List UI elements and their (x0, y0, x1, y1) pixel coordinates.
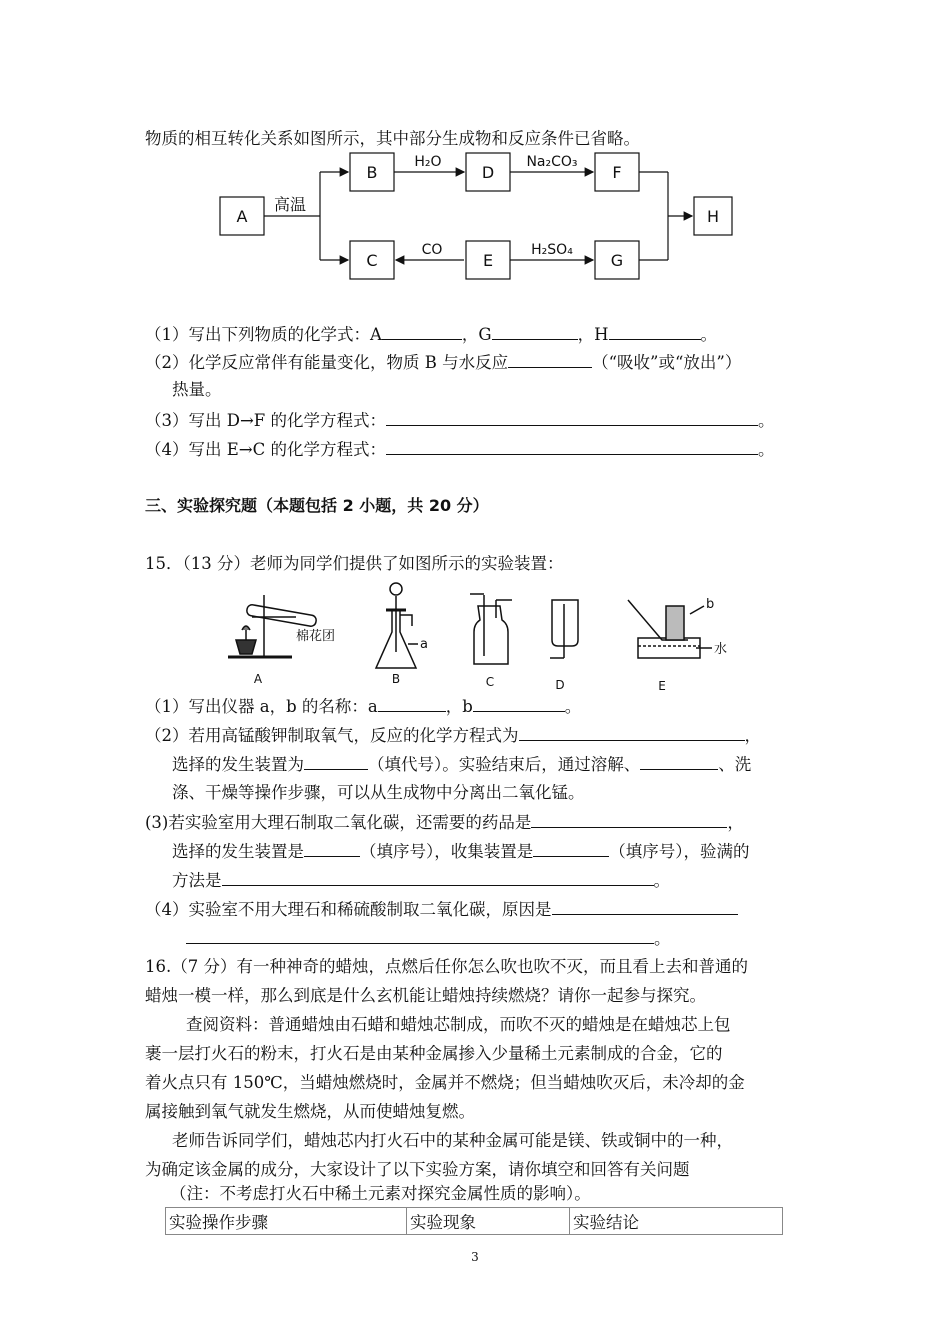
reagent-na2co3: Na₂CO₃ (526, 154, 578, 170)
table-header-row (166, 1208, 783, 1235)
answer-blank-A[interactable] (382, 323, 462, 340)
q16-line2: 蜡烛一模一样，那么到底是什么玄机能让蜡烛持续燃烧？请你一起参与探究。 (145, 986, 706, 1005)
node-E: E (482, 251, 494, 270)
label-a: a (420, 637, 428, 652)
answer-blank-energy[interactable] (508, 351, 592, 368)
node-C: C (366, 251, 378, 270)
q15-part3: (3)若实验室用大理石制取二氧化碳，还需要的药品是 ， (145, 813, 744, 832)
answer-blank-b[interactable] (473, 695, 565, 712)
q15-part1: （1）写出仪器 a，b 的名称：a ，b 。 (145, 697, 582, 716)
q15-part2-line2: 选择的发生装置为 （填代号）。实验结束后，通过溶解、 、洗 (172, 755, 752, 774)
apparatus-label-C: C (485, 675, 495, 689)
q16-line6: 属接触到氧气就发生燃烧，从而使蜡烛复燃。 (145, 1102, 475, 1121)
node-G: G (610, 251, 624, 270)
q15-part3-line2: 选择的发生装置是 （填序号），收集装置是 （填序号），验满的 (172, 842, 750, 861)
apparatus-A (228, 595, 317, 657)
q15-part4-line2: 。 (186, 927, 671, 950)
header-steps: 实验操作步骤 (166, 1208, 407, 1235)
answer-blank-e-to-c[interactable] (386, 438, 758, 455)
lab-apparatus-figure (0, 577, 950, 697)
answer-blank-reason-2[interactable] (186, 927, 654, 944)
apparatus-C (470, 594, 512, 664)
q14-part4: （4）写出 E→C 的化学方程式： 。 (145, 440, 775, 459)
q14-part1: （1）写出下列物质的化学式：A ，G ，H 。 (145, 325, 717, 344)
condition-high-temp: 高温 (273, 195, 307, 214)
apparatus-label-B: B (391, 672, 401, 686)
q14-part2-cont: 热量。 (172, 380, 222, 399)
intro-text: 物质的相互转化关系如图所示，其中部分生成物和反应条件已省略。 (145, 129, 640, 148)
answer-blank-H[interactable] (609, 323, 701, 340)
answer-blank-a[interactable] (378, 695, 446, 712)
header-phenomenon: 实验现象 (407, 1208, 570, 1235)
q15-part4: （4）实验室不用大理石和稀硫酸制取二氧化碳，原因是 (145, 898, 738, 921)
q16-line4: 裹一层打火石的粉末，打火石是由某种金属掺入少量稀土元素制成的合金，它的 (145, 1044, 723, 1063)
answer-blank-G[interactable] (492, 323, 578, 340)
node-D: D (481, 163, 495, 182)
node-F: F (612, 163, 622, 182)
q16-line1: 16.（7 分）有一种神奇的蜡烛，点燃后任你怎么吹也吹不灭，而且看上去和普通的 (145, 957, 748, 976)
answer-blank-kmno4-eq[interactable] (519, 724, 745, 741)
q16-line7: 老师告诉同学们，蜡烛芯内打火石中的某种金属可能是镁、铁或铜中的一种， (172, 1131, 733, 1150)
answer-blank-full-check[interactable] (222, 869, 654, 886)
answer-blank-operation[interactable] (640, 753, 718, 770)
experiment-table (165, 1207, 783, 1235)
answer-blank-co2-device[interactable] (304, 840, 360, 857)
page-number: 3 (471, 1250, 479, 1264)
answer-blank-collect-device[interactable] (533, 840, 609, 857)
q15-part2: （2）若用高锰酸钾制取氧气，反应的化学方程式为 ， (145, 726, 761, 745)
apparatus-E (628, 600, 712, 658)
q16-line8: 为确定该金属的成分，大家设计了以下实验方案，请你填空和回答有关问题 (145, 1160, 690, 1179)
q16-line5: 着火点只有 150℃，当蜡烛燃烧时，金属并不燃烧；但当蜡烛吹灭后，未冷却的金 (145, 1073, 745, 1092)
node-A: A (236, 207, 248, 226)
apparatus-label-A: A (253, 672, 263, 686)
conversion-flowchart (0, 140, 950, 440)
reagent-h2o: H₂O (414, 154, 442, 170)
apparatus-D (550, 600, 578, 658)
answer-blank-o2-device[interactable] (304, 753, 368, 770)
node-B: B (366, 163, 378, 182)
label-cotton: 棉花团 (296, 629, 336, 644)
q15-part3-line3: 方法是 。 (172, 871, 670, 890)
q16-line9: （注：不考虑打火石中稀土元素对探究金属性质的影响）。 (170, 1184, 591, 1203)
answer-blank-reason-1[interactable] (552, 898, 738, 915)
q14-part2: （2）化学反应常伴有能量变化，物质 B 与水反应 （“吸收”或“放出”） (145, 353, 742, 372)
apparatus-B (376, 583, 418, 668)
reagent-h2so4: H₂SO₄ (531, 242, 573, 258)
reagent-co: CO (421, 242, 443, 258)
label-b: b (706, 597, 715, 612)
header-conclusion: 实验结论 (570, 1208, 783, 1235)
q14-part3: （3）写出 D→F 的化学方程式： 。 (145, 411, 775, 430)
q15-title: 15．（13 分）老师为同学们提供了如图所示的实验装置： (145, 554, 564, 573)
answer-blank-reagent[interactable] (531, 811, 727, 828)
section-3-heading: 三、实验探究题（本题包括 2 小题，共 20 分） (145, 496, 489, 515)
answer-blank-d-to-f[interactable] (386, 409, 758, 426)
node-H: H (706, 207, 720, 226)
q16-line3: 查阅资料：普通蜡烛由石蜡和蜡烛芯制成，而吹不灭的蜡烛是在蜡烛芯上包 (186, 1015, 731, 1034)
q15-part2-line3: 涤、干燥等操作步骤，可以从生成物中分离出二氧化锰。 (172, 783, 585, 802)
apparatus-label-E: E (658, 679, 666, 693)
apparatus-label-D: D (555, 678, 565, 692)
label-water: 水 (714, 642, 728, 657)
